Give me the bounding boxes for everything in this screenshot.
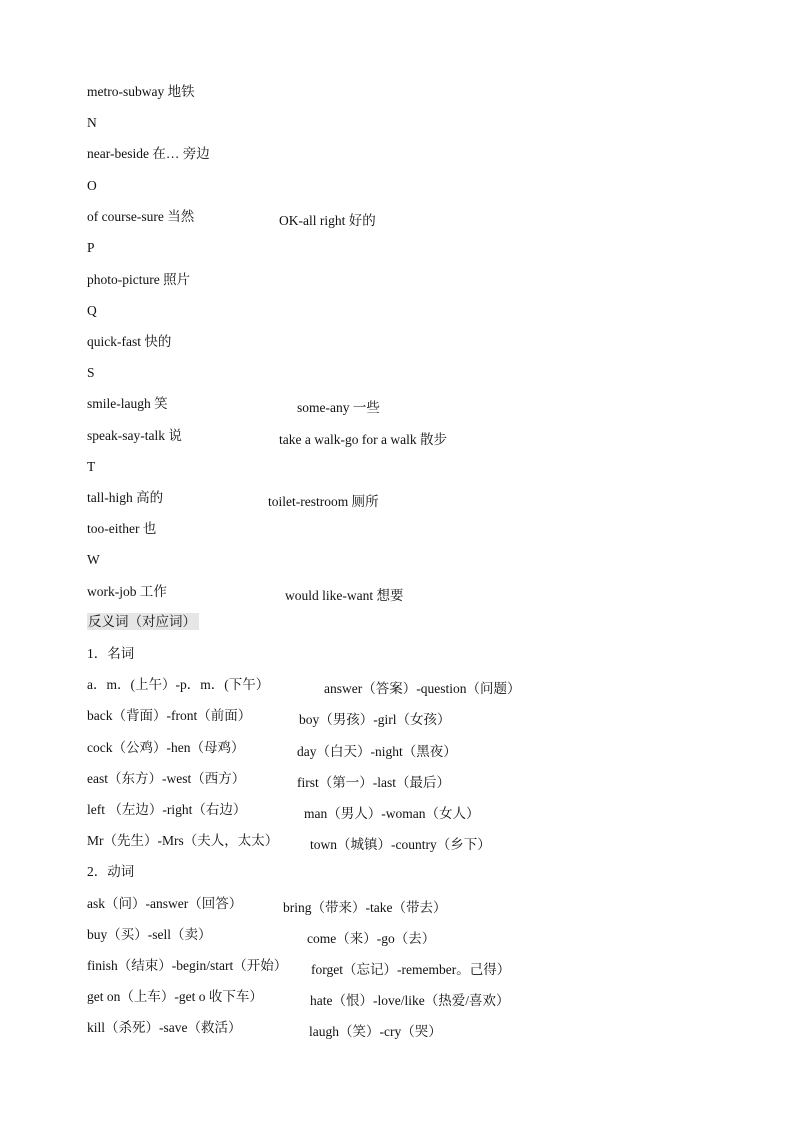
entry-ok-all-right: OK-all right 好的 xyxy=(279,213,376,228)
noun-pair: cock（公鸡）-hen（母鸡） xyxy=(87,740,245,755)
noun-pair: man（男人）-woman（女人） xyxy=(304,806,480,821)
entry-quick-fast: quick-fast 快的 xyxy=(87,334,172,349)
noun-pair: boy（男孩）-girl（女孩） xyxy=(299,712,451,727)
letter-heading-t: T xyxy=(87,459,96,474)
entry-photo-picture: photo-picture 照片 xyxy=(87,272,191,287)
noun-pair: Mr（先生）-Mrs（夫人，太太） xyxy=(87,833,279,848)
letter-heading-p: P xyxy=(87,240,95,255)
entry-work-job: work-job 工作 xyxy=(87,584,167,599)
entry-toilet-restroom: toilet-restroom 厕所 xyxy=(268,494,379,509)
noun-pair: answer（答案）-question（问题） xyxy=(324,681,521,696)
verb-pair: forget（忘记）-remember。己得） xyxy=(311,962,511,977)
letter-heading-o: O xyxy=(87,178,97,193)
noun-pair: town（城镇）-country（乡下） xyxy=(310,837,491,852)
letter-heading-s: S xyxy=(87,365,95,380)
verb-pair: laugh（笑）-cry（哭） xyxy=(309,1024,442,1039)
entry-of-course-sure: of course-sure 当然 xyxy=(87,209,195,224)
noun-pair: back（背面）-front（前面） xyxy=(87,708,252,723)
antonyms-heading xyxy=(87,614,199,630)
letter-heading-q: Q xyxy=(87,303,97,318)
noun-pair: a．m．(上午）-p．m．(下午） xyxy=(87,677,270,692)
verb-pair: ask（问）-answer（回答） xyxy=(87,896,243,911)
entry-too-either: too-either 也 xyxy=(87,521,157,536)
noun-pair: first（第一）-last（最后） xyxy=(297,775,450,790)
entry-near-beside: near-beside 在… 旁边 xyxy=(87,146,210,161)
entry-take-a-walk: take a walk-go for a walk 散步 xyxy=(279,432,447,447)
entry-smile-laugh: smile-laugh 笑 xyxy=(87,396,168,411)
verb-pair: buy（买）-sell（卖） xyxy=(87,927,212,942)
letter-heading-w: W xyxy=(87,552,100,567)
entry-tall-high: tall-high 高的 xyxy=(87,490,164,505)
antonyms-heading-text: 反义词（对应词） xyxy=(87,613,199,630)
verb-pair: hate（恨）-love/like（热爱/喜欢） xyxy=(310,993,510,1008)
nouns-title: 1．名词 xyxy=(87,646,135,661)
entry-would-like-want: would like-want 想要 xyxy=(285,588,404,603)
verbs-title: 2．动词 xyxy=(87,864,135,879)
noun-pair: left （左边）-right（右边） xyxy=(87,802,247,817)
entry-some-any: some-any 一些 xyxy=(297,400,380,415)
verb-pair: finish（结束）-begin/start（开始） xyxy=(87,958,288,973)
letter-heading-n: N xyxy=(87,115,97,130)
verb-pair: kill（杀死）-save（救活） xyxy=(87,1020,242,1035)
verb-pair: bring（带来）-take（带去） xyxy=(283,900,447,915)
noun-pair: east（东方）-west（西方） xyxy=(87,771,246,786)
verb-pair: get on（上车）-get o 收下车） xyxy=(87,989,263,1004)
noun-pair: day（白天）-night（黑夜） xyxy=(297,744,457,759)
entry-metro-subway: metro-subway 地铁 xyxy=(87,84,195,99)
entry-speak-say-talk: speak-say-talk 说 xyxy=(87,428,182,443)
verb-pair: come（来）-go（去） xyxy=(307,931,436,946)
